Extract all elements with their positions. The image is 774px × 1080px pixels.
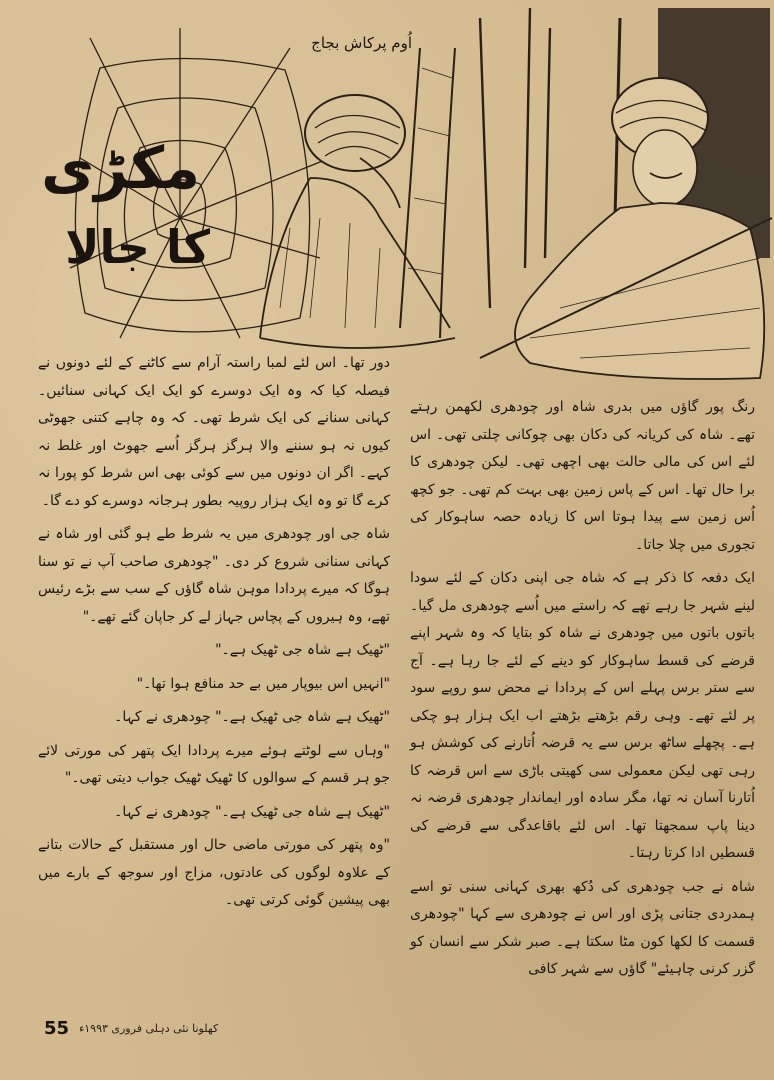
left-text-column [38,350,390,921]
page-footer [44,1016,218,1040]
paragraph: شاہ جی اور چودھری میں یہ شرط طے ہو گئی اور شاہ نے کہانی سنانی شروع کر دی۔ "چودھری صاحب آپ نے تو سنا ہوگا کہ میرے پردادا موہن شاہ گاؤں کے سب سے بڑے رئیس تھے، وہ ہیروں کے پچاس جہاز لے کر جاپان گئے تھے۔" [38,526,390,625]
seated-man-left-drawing [260,95,455,348]
title-word-2: کا جالا [65,220,210,274]
right-text-column [410,394,755,990]
dialogue-line: "ٹھیک ہے شاہ جی ٹھیک ہے۔" چودھری نے کہا۔ [114,803,390,820]
paragraph: رنگ پور گاؤں میں بدری شاہ اور چودھری لکھمن رہتے تھے۔ شاہ کی کریانہ کی دکان بھی چوکانی چلتی تھی۔ اس لئے اس کی مالی حالت بھی اچھی تھی۔ لیکن چودھری کا برا حال تھا۔ اس کے پاس زمین بھی بہت کم تھی۔ جو کچھ اُس زمین سے پیدا ہوتا اس کا زیادہ حصہ ساہوکار کی تجوری میں چلا جاتا۔ [410,399,755,553]
paragraph: "وہ پتھر کی مورتی ماضی حال اور مستقبل کے حالات بتانے کے علاوہ لوگوں کی عادتوں، مزاج اور سوجھ کے بارے میں بھی پیشین گوئی کرتی تھی۔ [38,837,390,908]
story-illustration [41,8,772,393]
dialogue-line: "انہیں اس بیوپار میں بے حد منافع ہوا تھا۔" [136,675,390,692]
title-word-1: مکڑی [41,134,200,202]
dialogue-line: "ٹھیک ہے شاہ جی ٹھیک ہے۔" چودھری نے کہا۔ [114,709,390,725]
paragraph: ایک دفعہ کا ذکر ہے کہ شاہ جی اپنی دکان کے لئے سودا لینے شہر جا رہے تھے کہ راستے میں اُسے چودھری مل گیا۔ باتوں باتوں میں چودھری نے شاہ کو بتایا کہ وہ شہر اپنے قرضے کی قسط ساہوکار کو دینے کے لئے جا رہا ہے۔ آج سے ستر برس پہلے اس کے پردادا نے محض سو روپے سود پر لئے تھے۔ وہی رقم بڑھتے بڑھتے اب ایک ہزار ہو چکی ہے۔ پچھلے ساٹھ برس سے یہ قرضہ اُتارنے کی کوشش ہو رہی تھی لیکن معمولی سی کھیتی باڑی سے اس قرضہ کا اُتارنا آسان نہ تھا، مگر سادہ اور ایماندار چودھری قرضہ نہ دینا پاپ سمجھتا تھا۔ اس لئے باقاعدگی سے قرضے کی قسطیں ادا کرتا رہتا۔ [410,570,755,861]
paragraph: دور تھا۔ اس لئے لمبا راستہ آرام سے کاٹنے کے لئے دونوں نے فیصلہ کیا کہ وہ ایک دوسرے کو ایک ایک کہانی سنائیں۔ کہانی سنانے کی ایک شرط تھی۔ کہ وہ چاہے کتنی جھوٹی کیوں نہ ہو سننے والا ہرگز ہرگز اُسے جھوٹ اور غلط نہ کہے۔ اگر ان دونوں میں سے کوئی بھی اس شرط کو پورا نہ کرے گا تو وہ ایک ہزار روپیہ بطور ہرجانہ دوسرے کو دے گا۔ [38,355,390,509]
author-name: اُوم پرکاش بجاج [311,34,412,52]
paragraph: شاہ نے جب چودھری کی دُکھ بھری کہانی سنی تو اسے ہمدردی جتانی پڑی اور اس نے چودھری سے کہا "چودھری قسمت کا لکھا کون مٹا سکتا ہے۔ صبر شکر سے انسان کو گزر کرنی چاہیئے" گاؤں سے شہر کافی [410,878,755,977]
page-number: 55 [44,1017,70,1039]
magazine-issue-line: کھلونا نئی دہلی فروری ۱۹۹۳ء [79,1021,219,1035]
dialogue-line: "وہاں سے لوٹتے ہوئے میرے پردادا ایک پتھر کی مورتی لائے جو ہر قسم کے سوالوں کا ٹھیک ٹھیک جواب دیتی تھی۔" [38,742,390,786]
dialogue-line: "ٹھیک ہے شاہ جی ٹھیک ہے۔" [215,642,390,658]
